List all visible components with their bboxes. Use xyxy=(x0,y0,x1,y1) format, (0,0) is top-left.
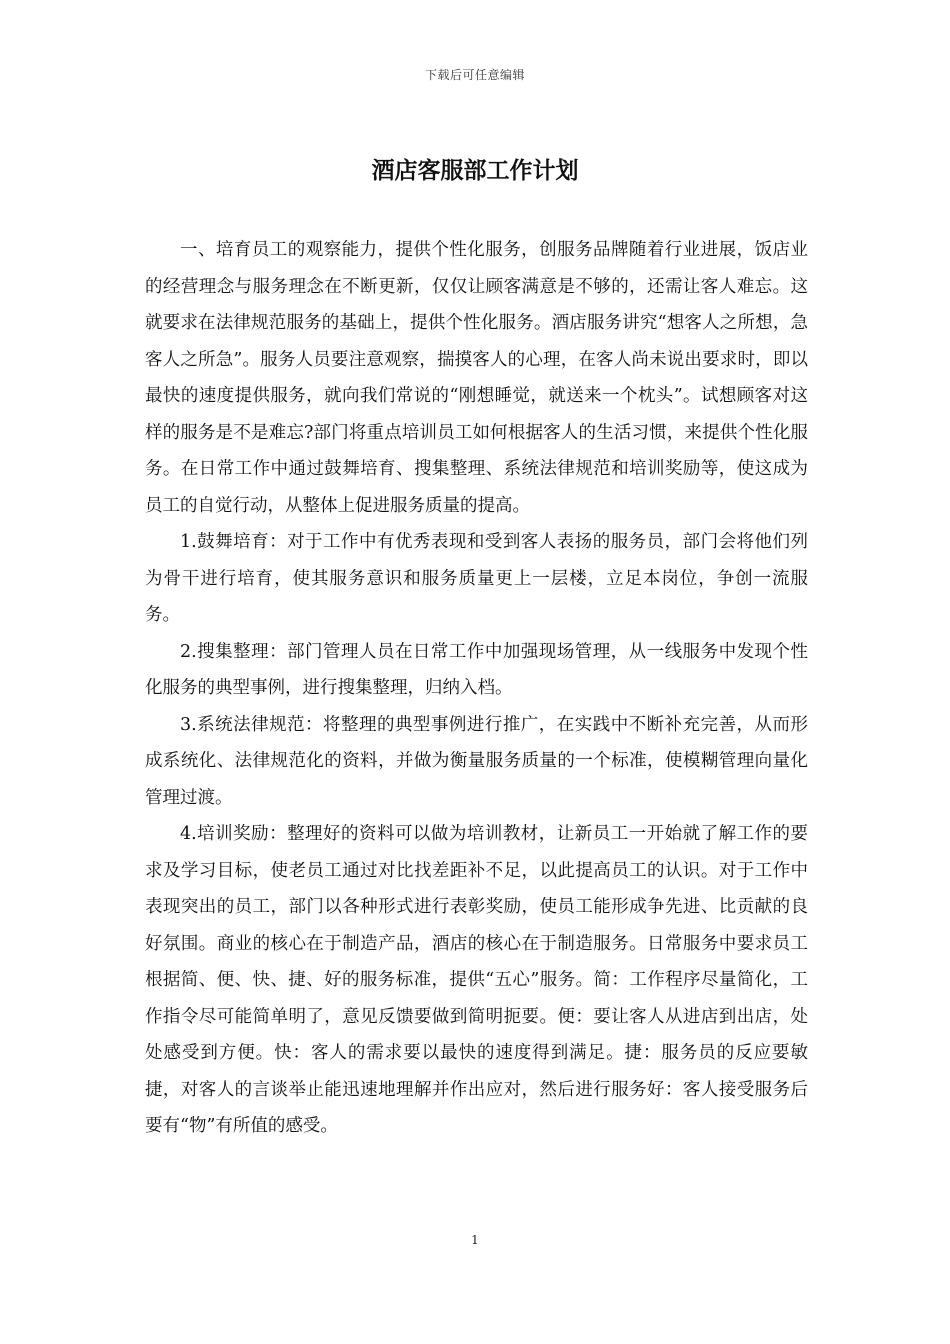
paragraph-item-1: 1.鼓舞培育：对于工作中有优秀表现和受到客人表扬的服务员，部门会将他们列为骨干进行培育，使其服务意识和服务质量更上一层楼，立足本岗位，争创一流服务。 xyxy=(145,532,808,625)
paragraph-item-3: 3.系统法律规范：将整理的典型事例进行推广，在实践中不断补充完善，从而形成系统化、法律规范化的资料，并做为衡量服务质量的一个标准，使模糊管理向量化管理过渡。 xyxy=(145,714,808,808)
document-body xyxy=(145,232,808,1145)
document-title: 酒店客服部工作计划 xyxy=(371,157,579,184)
paragraph-item-4: 4.培训奖励：整理好的资料可以做为培训教材，让新员工一开始就了解工作的要求及学习目标，使老员工通过对比找差距补不足，以此提高员工的认识。对于工作中表现突出的员工，部门以各种形式进行表彰奖励，使员工能形成争先进、比贡献的良好氛围。商业的核心在于制造产品，酒店的核心在于制造服务。日常服务中要求员工根据简、便、快、捷、好的服务标准，提供“五心”服务。简：工作程序尽量简化，工作指令尽可能简单明了，意见反馈要做到简明扼要。便：要让客人从进店到出店，处处感受到方便。快：客人的需求要以最快的速度得到满足。捷：服务员的反应要敏捷，对客人的言谈举止能迅速地理解并作出应对，然后进行服务好：客人接受服务后要有“物”有所值的感受。 xyxy=(145,824,808,1136)
header-note: 下载后可任意编辑 xyxy=(424,68,525,82)
page-number: 1 xyxy=(471,1233,479,1247)
paragraph-item-2: 2.搜集整理：部门管理人员在日常工作中加强现场管理，从一线服务中发现个性化服务的典型事例，进行搜集整理，归纳入档。 xyxy=(145,641,808,698)
paragraph-intro: 一、培育员工的观察能力，提供个性化服务，创服务品牌随着行业进展，饭店业的经营理念与服务理念在不断更新，仅仅让顾客满意是不够的，还需让客人难忘。这就要求在法律规范服务的基础上，提供个性化服务。酒店服务讲究“想客人之所想，急客人之所急”。服务人员要注意观察，揣摸客人的心理，在客人尚未说出要求时，即以最快的速度提供服务，就向我们常说的“刚想睡觉，就送来一个枕头”。试想顾客对这样的服务是不是难忘?部门将重点培训员工如何根据客人的生活习惯，来提供个性化服务。在日常工作中通过鼓舞培育、搜集整理、系统法律规范和培训奖励等，使这成为员工的自觉行动，从整体上促进服务质量的提高。 xyxy=(145,240,808,516)
